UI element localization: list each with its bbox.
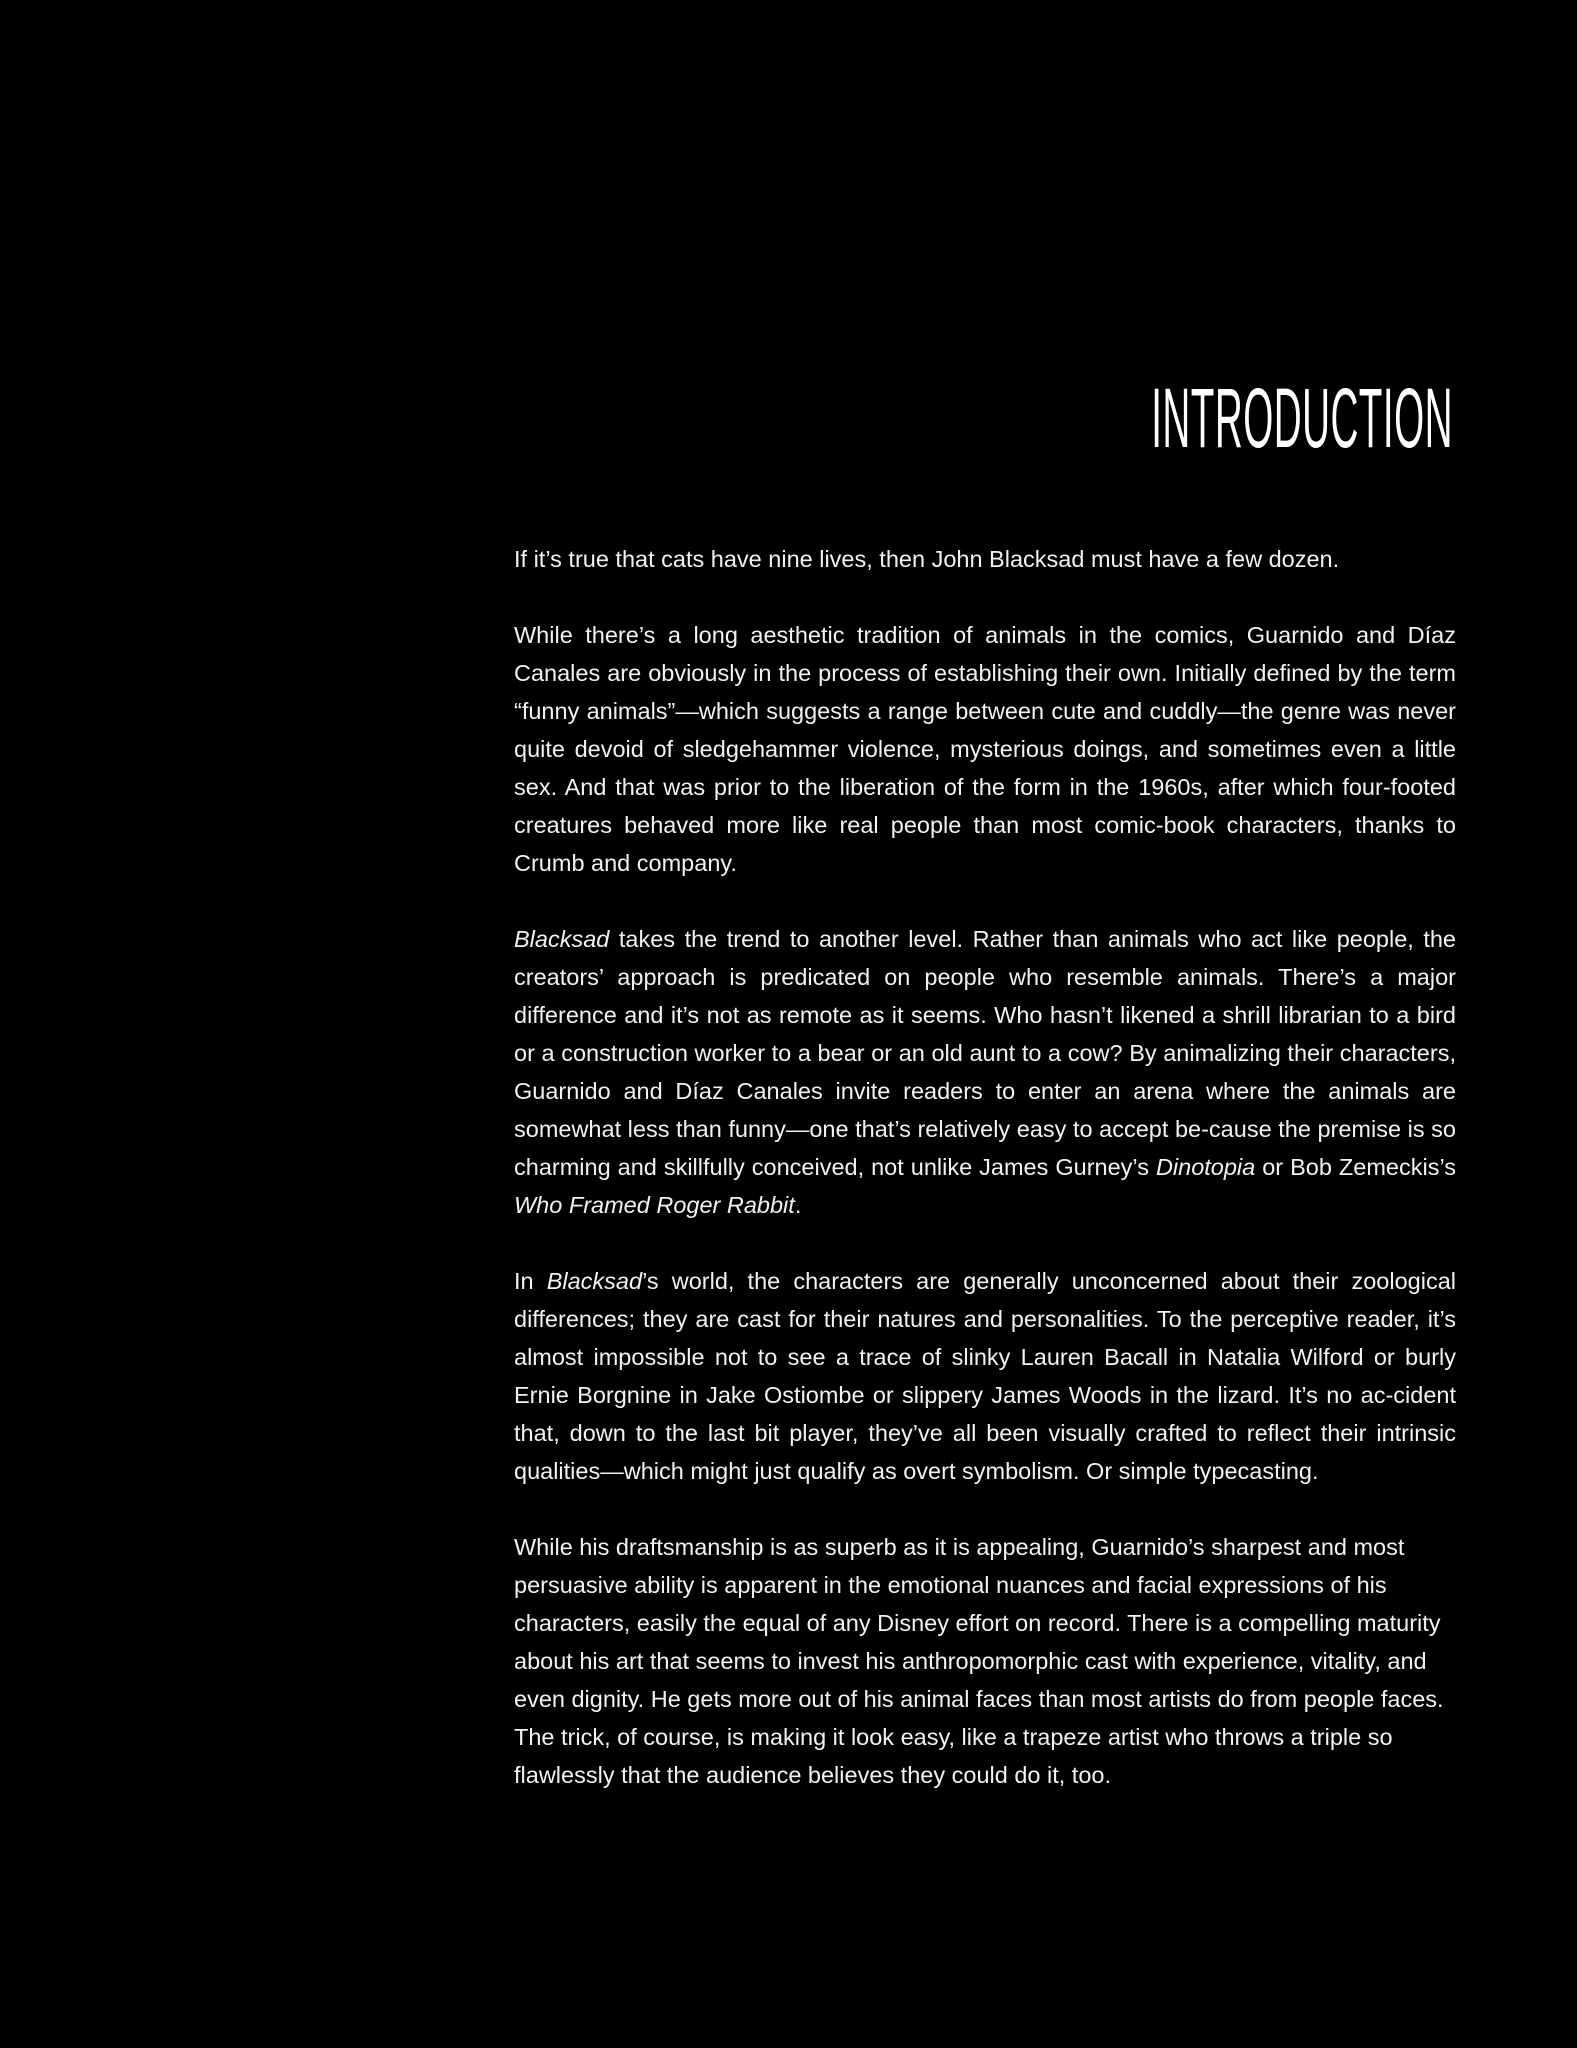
- paragraph-5: While his draftsmanship is as superb as it is appealing, Guarnido’s sharpest and most persuasive ability is apparent in the emotional nuances and facial expressions of his characters, easily the equal of any Disney effort on record. There is a compelling maturity about his art that seems to invest his anthropomorphic cast with experience, vitality, and even dignity. He gets more out of his animal faces than most artists do from people faces. The trick, of course, is making it look easy, like a trapeze artist who throws a triple so flawlessly that the audience believes they could do it, too.: [514, 1534, 1444, 1788]
- paragraph-3-text-1: takes the trend to another level. Rather than animals who act like people, the creators’ approach is predicated on people who resemble animals. There’s a major difference and it’s not as remote as it seems. Who hasn’t likened a shrill librarian to a bird or a construction worker to a bear or an old aunt to a cow? By animalizing their characters, Guarnido and Díaz Canales invite readers to enter an arena where the animals are somewhat less than funny—one that’s relatively easy to accept be-cause the premise is so charming and skillfully conceived, not unlike James Gurney’s: [514, 926, 1456, 1180]
- paragraph-4-text-1: ’s world, the characters are generally unconcerned about their zoological differences; they are cast for their natures and personalities. To the perceptive reader, it’s almost impossible not to see a trace of slinky Lauren Bacall in Natalia Wilford or burly Ernie Borgnine in Jake Ostiombe or slippery James Woods in the lizard. It’s no ac-cident that, down to the last bit player, they’ve all been visually crafted to reflect their intrinsic qualities—which might just qualify as overt symbolism. Or simple typecasting.: [514, 1268, 1456, 1484]
- paragraph-3-text-3: .: [794, 1192, 802, 1218]
- paragraph-2: While there’s a long aesthetic tradition of animals in the comics, Guarnido and Díaz Canales are obviously in the process of establishing their own. Initially defined by the term “funny animals”—which suggests a range between cute and cuddly—the genre was never quite devoid of sledgehammer violence, mysterious doings, and sometimes even a little sex. And that was prior to the liberation of the form in the 1960s, after which four-footed creatures behaved more like real people than most comic-book characters, thanks to Crumb and company.: [514, 622, 1456, 876]
- paragraph-3-text-2: or Bob Zemeckis’s: [1255, 1154, 1456, 1180]
- italic-title-blacksad: Blacksad: [514, 926, 610, 952]
- article-body: [514, 540, 1456, 1794]
- paragraph-1: If it’s true that cats have nine lives, then John Blacksad must have a few dozen.: [514, 546, 1340, 572]
- italic-title-blacksad: Blacksad: [546, 1268, 643, 1294]
- page-title: INTRODUCTION: [1151, 371, 1453, 465]
- italic-title-roger-rabbit: Who Framed Roger Rabbit: [514, 1192, 795, 1218]
- paragraph-3: [514, 920, 1456, 1224]
- paragraph-4-text-0: In: [514, 1268, 547, 1294]
- paragraph-4: [514, 1262, 1456, 1490]
- italic-title-dinotopia: Dinotopia: [1155, 1154, 1256, 1180]
